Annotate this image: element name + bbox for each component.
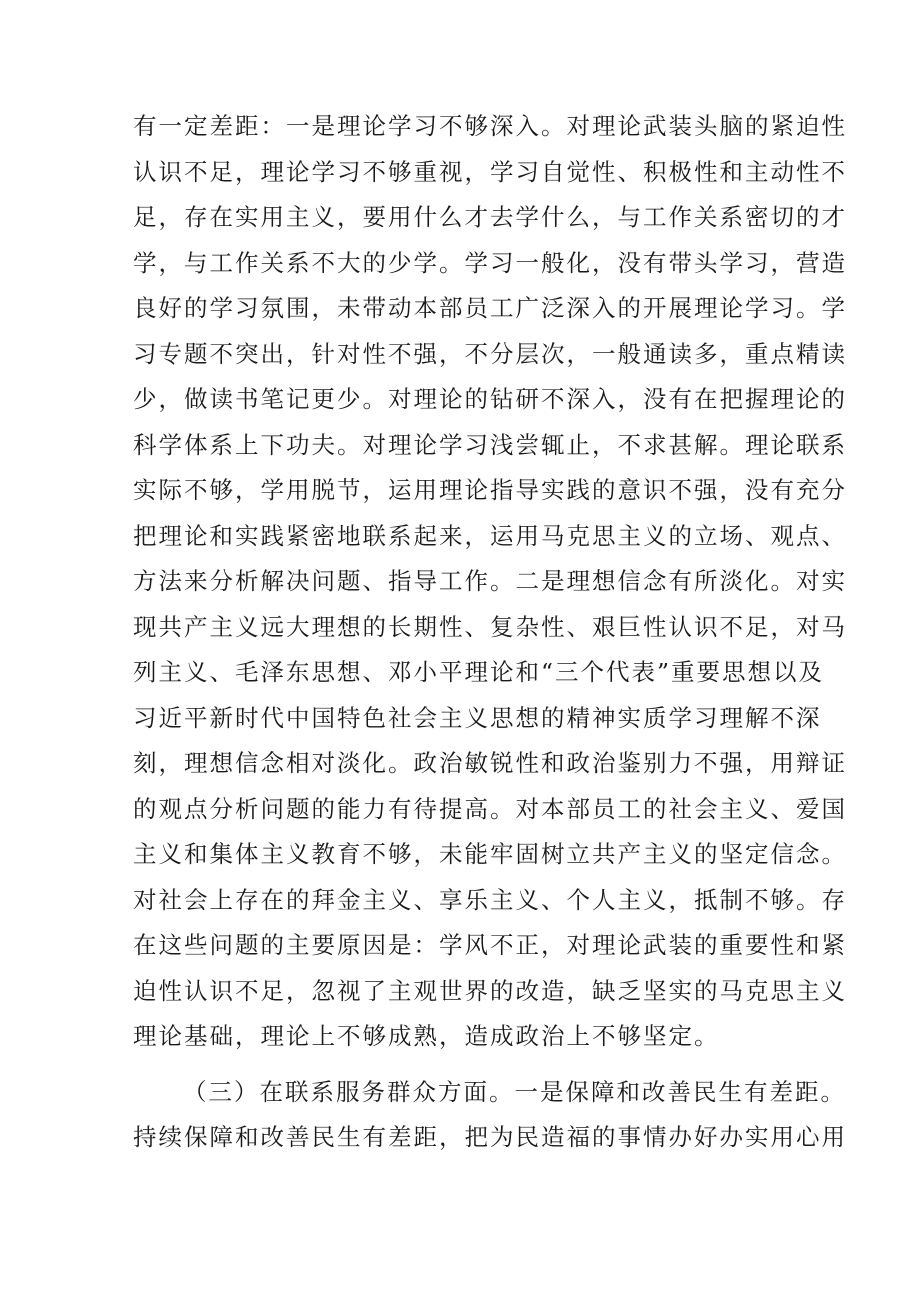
text-line: 足，存在实用主义，要用什么才去学什么，与工作关系密切的才 [133, 203, 847, 231]
document-body [133, 104, 847, 1161]
text-line: 把理论和实践紧密地联系起来，运用马克思主义的立场、观点、 [133, 521, 847, 550]
text-line: 良好的学习氛围，未带动本部员工广泛深入的开展理论学习。学 [133, 294, 847, 322]
text-line: 持续保障和改善民生有差距，把为民造福的事情办好办实用心用 [133, 1123, 847, 1151]
paragraph-gap [133, 1060, 793, 1070]
text-line: 在这些问题的主要原因是：学风不正，对理论武装的重要性和紧 [133, 931, 847, 959]
text-line: 科学体系上下功夫。对理论学习浅尝辄止，不求甚解。理论联系 [133, 430, 847, 459]
text-line: 现共产主义远大理想的长期性、复杂性、艰巨性认识不足，对马 [133, 612, 847, 641]
text-line: 学，与工作关系不大的少学。学习一般化，没有带头学习，营造 [133, 248, 847, 277]
paragraph-2 [133, 1070, 847, 1161]
text-line: 少，做读书笔记更少。对理论的钻研不深入，没有在把握理论的 [133, 385, 847, 413]
text-line: 的观点分析问题的能力有待提高。对本部员工的社会主义、爱国 [133, 794, 847, 823]
text-line: 有一定差距：一是理论学习不够深入。对理论武装头脑的紧迫性 [133, 112, 847, 140]
text-line: 实际不够，学用脱节，运用理论指导实践的意识不强，没有充分 [133, 476, 847, 504]
paragraph-1 [133, 104, 847, 1060]
text-line: 对社会上存在的拜金主义、享乐主义、个人主义，抵制不够。存 [133, 885, 847, 914]
text-line: 方法来分析解决问题、指导工作。二是理想信念有所淡化。对实 [133, 567, 847, 595]
text-line: 认识不足，理论学习不够重视，学习自觉性、积极性和主动性不 [133, 157, 847, 186]
text-line: 习专题不突出，针对性不强，不分层次，一般通读多，重点精读 [133, 339, 847, 368]
text-line: 理论基础，理论上不够成熟，造成政治上不够坚定。 [133, 1022, 720, 1050]
text-line: 迫性认识不足，忽视了主观世界的改造，缺乏坚实的马克思主义 [133, 976, 847, 1005]
text-line: 刻，理想信念相对淡化。政治敏锐性和政治鉴别力不强，用辩证 [133, 749, 847, 777]
text-line: （三）在联系服务群众方面。一是保障和改善民生有差距。 [183, 1077, 846, 1106]
text-line: 列主义、毛泽东思想、邓小平理论和“三个代表”重要思想以及 [133, 658, 825, 686]
text-line: 主义和集体主义教育不够，未能牢固树立共产主义的坚定信念。 [133, 840, 847, 868]
text-line: 习近平新时代中国特色社会主义思想的精神实质学习理解不深 [133, 703, 822, 732]
